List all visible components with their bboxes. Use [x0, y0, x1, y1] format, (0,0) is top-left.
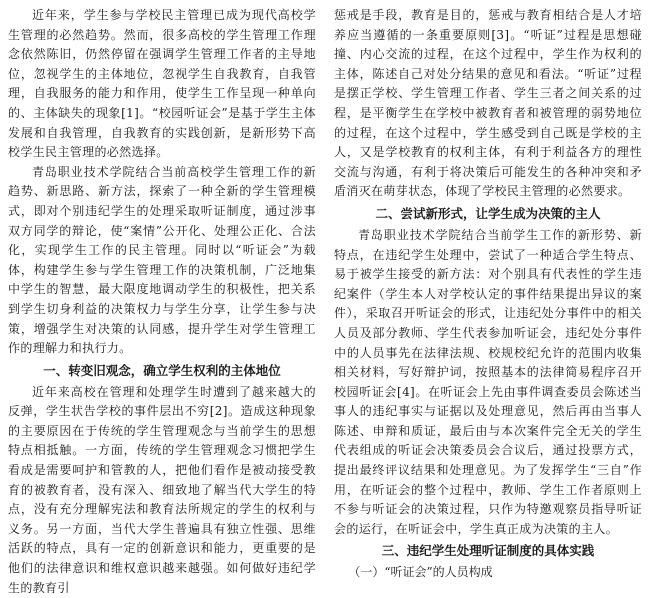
- subsection-heading-1: （一）“听证会”的人员构成: [348, 565, 493, 580]
- paragraph-section-2: 青岛职业技术学院结合当前学生工作的新形势、新特点，在违纪学生处理中，尝试了一种适合学生特点、易于被学生接受的新方法：对个别具有代表性的学生违纪案件（学生本人对学校认定的事件结果提出异议的案件），采取召开听证会的形式，让违纪处分事件中的相关人员及部分教师、学生代表参加听证会，违纪处分事件中的人员事先在法律法规、校规校纪允许的范围内收集相关材料，写好辩护词，按照基本的法律简易程序召开校园听证会[4]。在听证会上先由事件调查委员会陈述当事人的违纪事实与证据以及处理意见，然后再由当事人陈述、申辩和质证，最后由与本次案件完全无关的学生代表组成的听证会决策委员会合议后，通过投票方式，提出最终评议结果和处理意见。为了发挥学生“三自”作用，在听证会的整个过程中，教师、学生工作者原则上不参与听证会的决策过程，只作为特邀观察员指导听证会的运行，在听证会中，学生真正成为决策的主人。: [334, 227, 642, 536]
- section-heading-1: 一、转变旧观念，确立学生权利的主体地位: [43, 362, 281, 378]
- paragraph-continuation: 惩戒是手段，教育是目的，惩戒与教育相结合是人才培养应当遵循的一条重要原则[3]。“听证”过程是思想碰撞、内心交流的过程，在这个过程中，学生作为权利的主体，陈述自己对处分结果的意见和看法。“听证”过程是摆正学校、学生管理工作者、学生三者之间关系的过程，是平衡学生在学校中被教育者和被管理的弱势地位的过程，在这个过程中，学生感受到自己既是学校的主人，又是学校教育的权利主体，有利于利益各方的理性交流与沟通，有利于将决策后可能发生的各种冲突和矛盾消灭在萌芽状态，体现了学校民主管理的必然要求。: [334, 8, 642, 199]
- paragraph-intro: 近年来，学生参与学校民主管理已成为现代高校学生管理的必然趋势。然而，很多高校的学生管理工作理念依然陈旧，仍然停留在强调学生管理工作者的主导地位，忽视学生的主体地位，忽视学生自我教育，自我管理，自我服务的能力和作用，使学生工作呈现一种单向的、主体缺失的现象[1]。“校园听证会”是基于学生主体发展和自我管理，自我教育的实践创新，是新形势下高校学生民主管理的必然选择。: [8, 8, 316, 160]
- section-heading-3: 三、违纪学生处理听证制度的具体实践: [381, 543, 595, 559]
- left-column: [8, 6, 316, 595]
- section-heading-2: 二、尝试新形式，让学生成为决策的主人: [375, 205, 601, 221]
- paragraph-section-1: 近年来高校在管理和处理学生时遭到了越来越大的反弹，学生状告学校的事件层出不穷[2]。造成这种现象的主要原因在于传统的学生管理观念与当前学生的思想特点相抵触。一方面，传统的学生管理观念习惯把学生看成是需要呵护和管教的人，把他们看作是被动接受教育的被教育者，没有深入、细致地了解当代大学生的特点，没有充分理解宪法和教育法所规定的学生的权利与义务。另一方面，当代大学生普遍具有独立性强、思维活跃的特点，具有一定的创新意识和能力，更重要的是他们的法律意识和维权意识越来越强。如何做好违纪学生的教育引: [8, 384, 316, 595]
- paragraph-qingdao-practice: 青岛职业技术学院结合当前高校学生管理工作的新趋势、新思路、新方法，探索了一种全新的学生管理模式，即对个别违纪学生的处理采取听证制度，通过涉事双方同学的辩论，使“案情”公开化、处理公正化、合法化，实现学生工作的民主管理。同时以“听证会”为载体，构建学生参与学生管理工作的决策机制，广泛地集中学生的智慧，最大限度地调动学生的积极性，把关系到学生切身利益的决策权力与学生分享，让学生参与决策，增强学生对决策的认同感，提升学生对学生管理工作的理解力和执行力。: [8, 164, 316, 356]
- right-column: [334, 6, 642, 580]
